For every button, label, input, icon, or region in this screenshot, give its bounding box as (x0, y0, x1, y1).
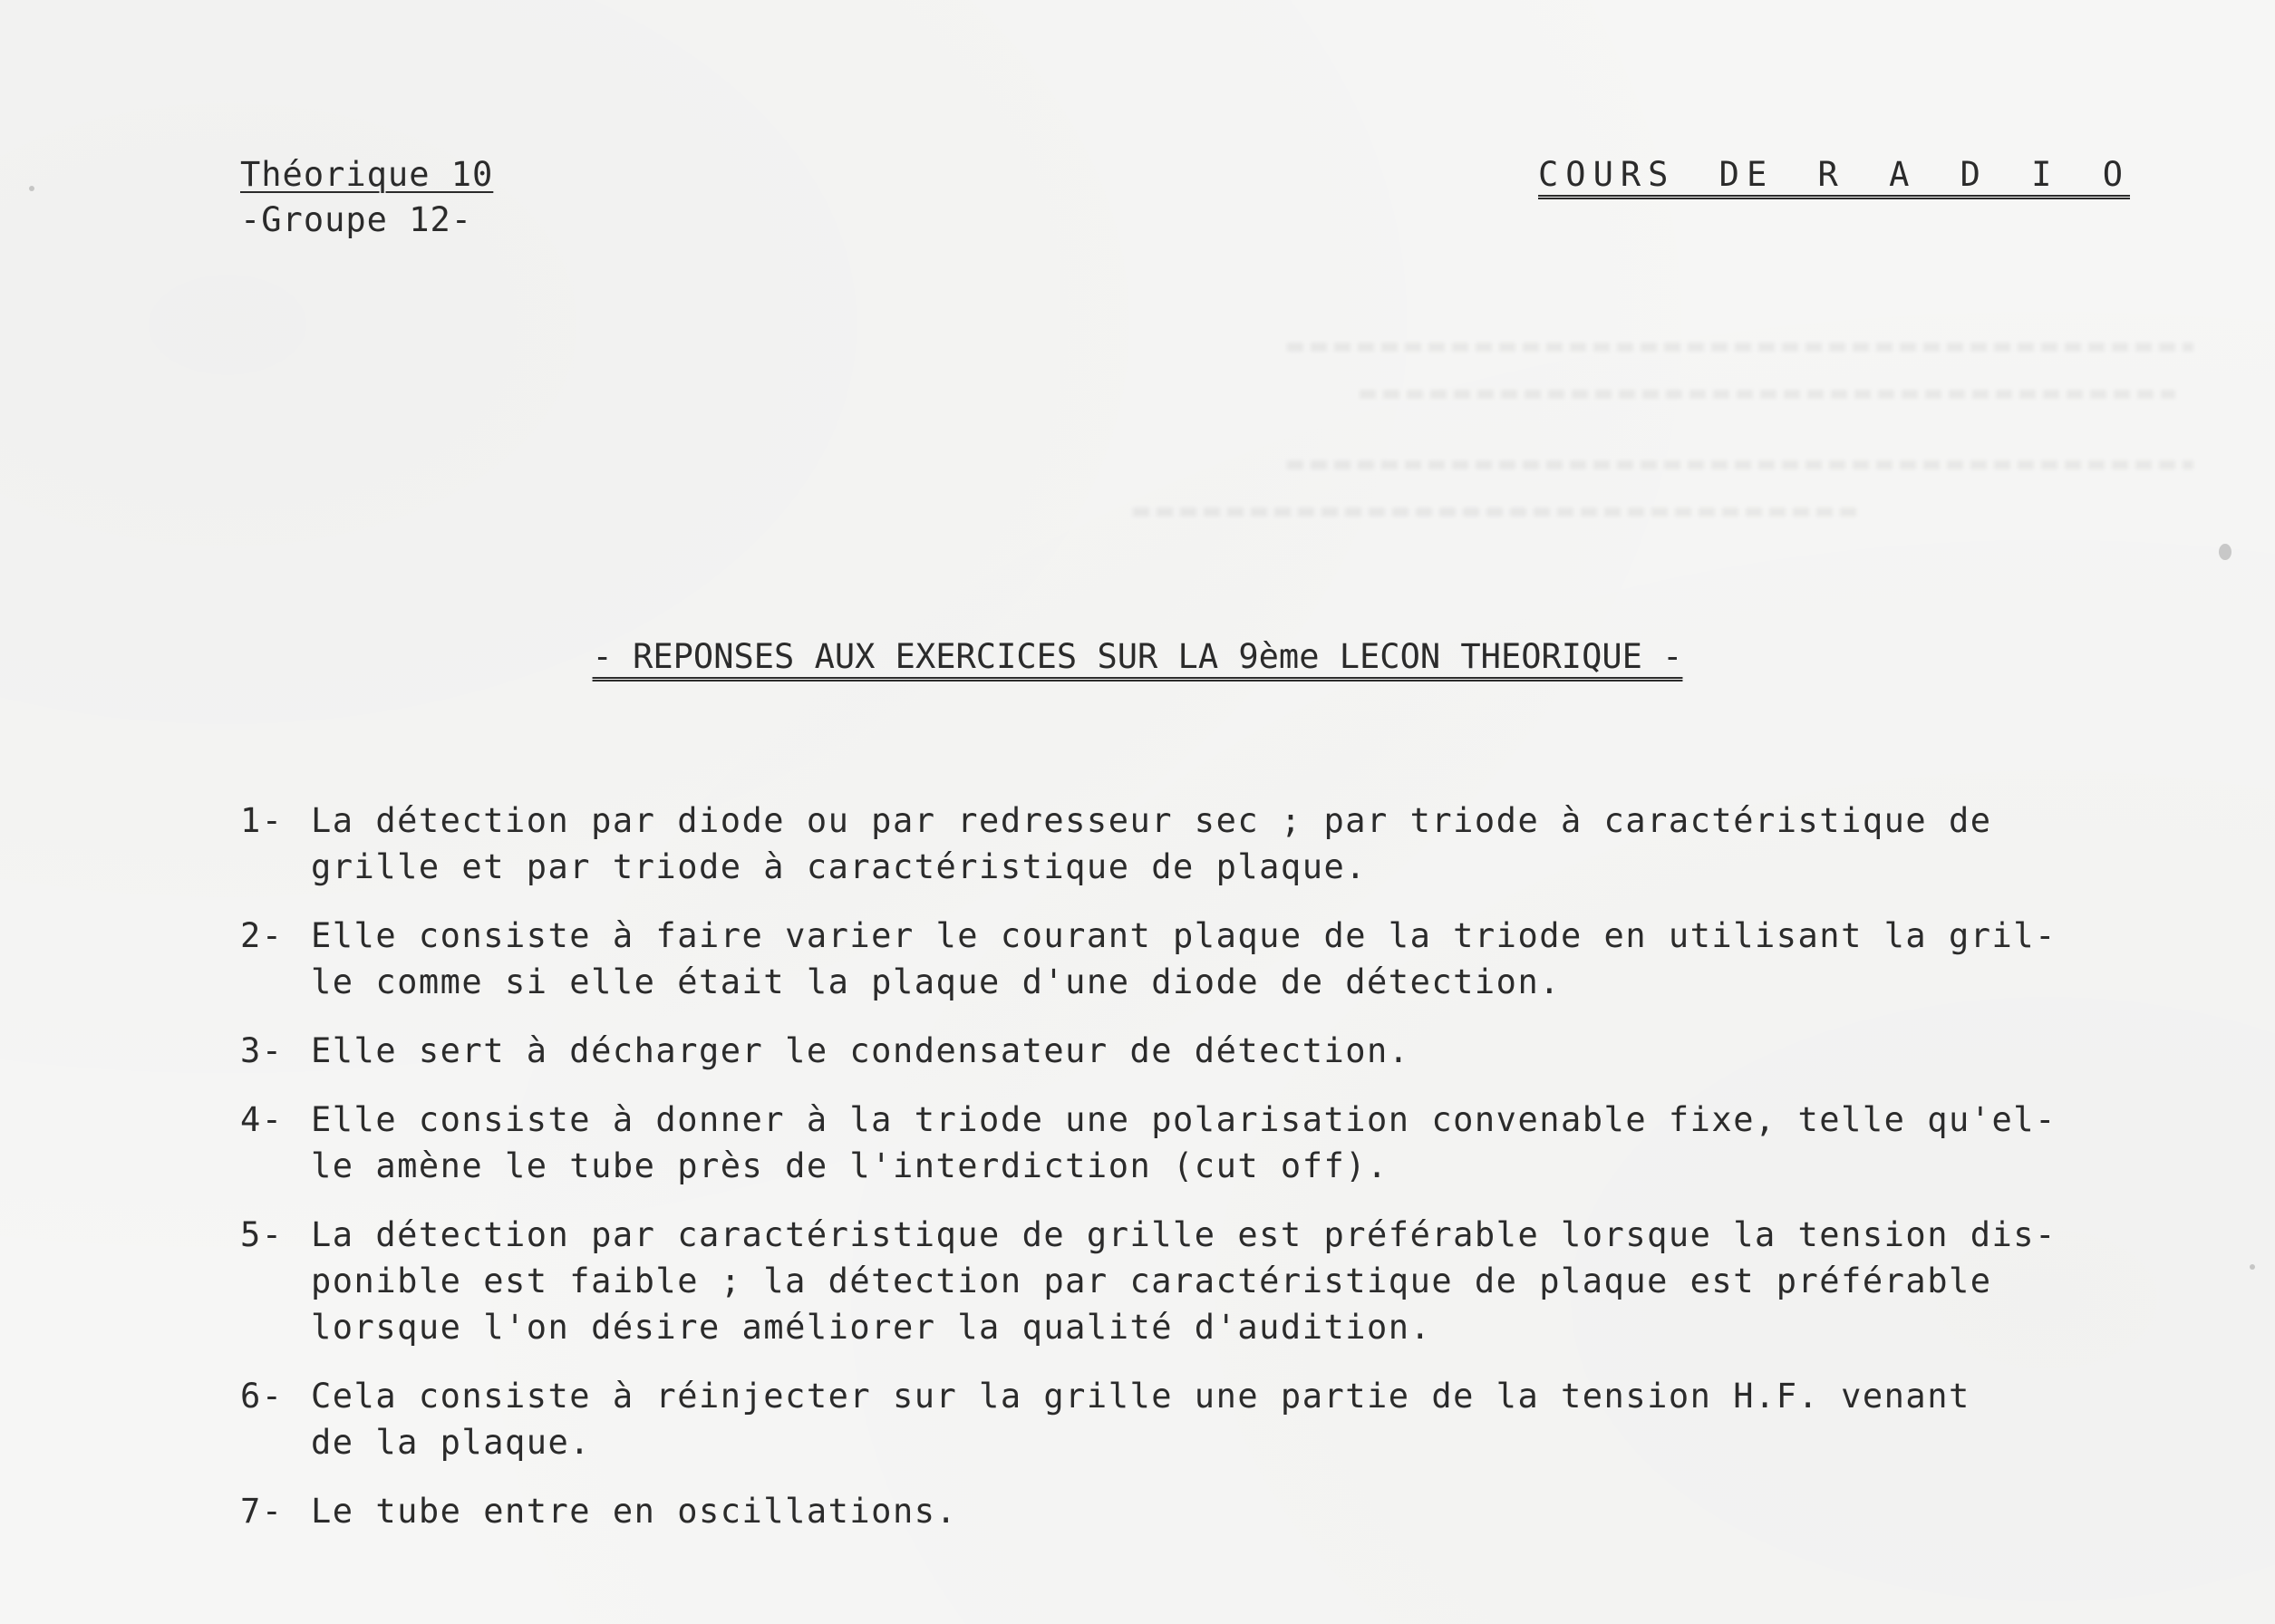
section-heading: - REPONSES AUX EXERCICES SUR LA 9ème LECON THEORIQUE - (592, 637, 1683, 676)
answer-text: Elle sert à décharger le condensateur de détection. (311, 1031, 1410, 1070)
section-heading-wrapper (0, 634, 2275, 680)
answer-text: Elle consiste à donner à la triode une polarisation convenable fixe, telle qu'el- le amène le tube près de l'interdiction (cut off). (311, 1100, 2057, 1185)
bleed-through-mark (1287, 343, 2193, 352)
answer-item (240, 1488, 2198, 1534)
answer-number: 4- (240, 1100, 284, 1139)
bleed-through-mark (1133, 508, 1858, 517)
answer-number: 3- (240, 1031, 284, 1070)
answer-text: Le tube entre en oscillations. (311, 1492, 958, 1531)
answer-number: 5- (240, 1215, 284, 1254)
answer-number: 7- (240, 1492, 284, 1531)
scan-speck (2250, 1264, 2255, 1270)
course-title: COURS DE R A D I O (1538, 155, 2130, 194)
answer-item (240, 1028, 2198, 1074)
answer-text: Cela consiste à réinjecter sur la grille une partie de la tension H.F. venant de la plaque. (311, 1377, 1970, 1462)
answer-number: 6- (240, 1377, 284, 1416)
answers-list (240, 798, 2198, 1557)
bleed-through-mark (1287, 460, 2193, 469)
answer-number: 1- (240, 801, 284, 840)
answer-number: 2- (240, 916, 284, 955)
header-left (240, 152, 493, 243)
answer-item (240, 1097, 2198, 1189)
scan-speck (2219, 544, 2231, 560)
course-number: Théorique 10 (240, 155, 494, 194)
answer-item (240, 913, 2198, 1005)
answer-item (240, 1373, 2198, 1465)
scan-speck (29, 186, 34, 191)
answer-text: Elle consiste à faire varier le courant plaque de la triode en utilisant la gril- le comme si elle était la plaque d'une diode de détection. (311, 916, 2057, 1001)
bleed-through-mark (1360, 390, 2175, 399)
header-right (1538, 152, 2130, 198)
answer-text: La détection par diode ou par redresseur sec ; par triode à caractéristique de grille et par triode à caractéristique de plaque. (311, 801, 1992, 886)
answer-item (240, 798, 2198, 890)
answer-text: La détection par caractéristique de grille est préférable lorsque la tension dis- ponible est faible ; la détection par caractéristique de plaque est préférable lorsque l'on désire améliorer la qualité d'audition. (311, 1215, 2057, 1347)
group-number: -Groupe 12- (240, 200, 473, 239)
answer-item (240, 1212, 2198, 1350)
